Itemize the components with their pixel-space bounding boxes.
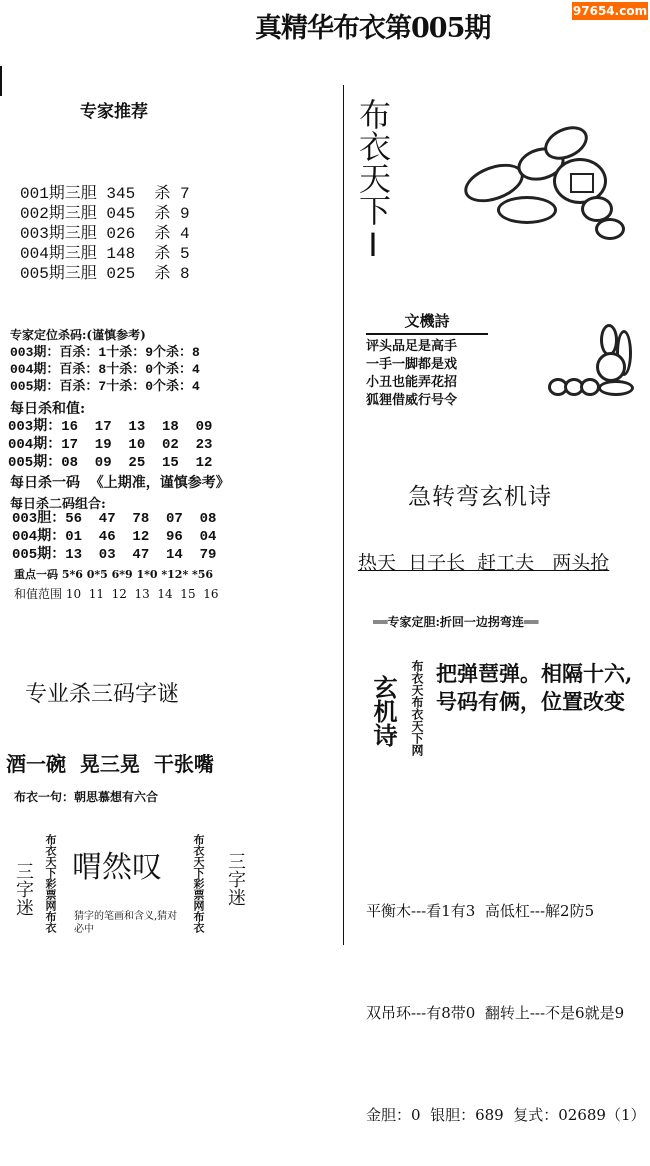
three-riddle-left: 三字迷 bbox=[13, 862, 34, 916]
expert-line-text: 专家定胆:折回一边拐弯连 bbox=[387, 615, 524, 629]
three-riddle-right: 三字迷 bbox=[225, 852, 246, 906]
poem-line: 狐狸借威行号令 bbox=[366, 393, 458, 408]
riddle-line: 酒一碗 晃三晃 干张嘴 bbox=[6, 752, 214, 776]
sum-kill-row: 003期：16 17 13 18 09 bbox=[8, 419, 213, 435]
coin-icon bbox=[497, 196, 557, 224]
center-riddle-hint: 猜字的笔画和含义,猜对必中 bbox=[74, 911, 178, 935]
riddle-title: 专业杀三码字谜 bbox=[25, 682, 180, 707]
sum-range-line: 和值范围 10 11 12 13 14 15 16 bbox=[14, 587, 219, 601]
kill-two-title: 每日杀二码组合: bbox=[10, 497, 106, 512]
kill-two-row: 004期：01 46 12 96 04 bbox=[12, 529, 217, 545]
poem-block bbox=[366, 310, 488, 410]
bottom-row: 金胆：0 银胆：689 复式：02689（1） bbox=[366, 1106, 646, 1124]
pick-row: 003期三胆 026 杀 4 bbox=[20, 225, 190, 243]
rule-left: ══ bbox=[373, 615, 388, 629]
sum-kill-row: 005期：08 09 25 15 12 bbox=[8, 455, 213, 471]
xuanji-line: 号码有俩，位置改变 bbox=[436, 689, 625, 714]
pick-row: 002期三胆 045 杀 9 bbox=[20, 205, 190, 223]
kill-two-row: 005期：13 03 47 14 79 bbox=[12, 547, 217, 563]
poem-line: 评头品足是高手 bbox=[366, 339, 458, 354]
coin-icon bbox=[596, 352, 626, 382]
sum-kill-list bbox=[8, 418, 212, 472]
center-riddle: 喟然叹 bbox=[72, 850, 162, 885]
jizhuan-line: 热天 日子长 赶工夫 两头抢 bbox=[358, 552, 610, 574]
kill-two-list bbox=[12, 510, 216, 564]
pick-row: 004期三胆 148 杀 5 bbox=[20, 245, 190, 263]
left-edge-mark bbox=[0, 66, 2, 96]
column-divider bbox=[343, 85, 344, 945]
key-group-line: 重点一码 5*6 0*5 6*9 1*0 *12* *56 bbox=[14, 568, 214, 581]
expert-line bbox=[373, 613, 538, 630]
position-kill-row: 005期：百杀：7十杀：0个杀：4 bbox=[10, 379, 200, 394]
jizhuan-title: 急转弯玄机诗 bbox=[408, 484, 552, 510]
kill-one-line: 每日杀一码 《上期准，谨慎参考》 bbox=[10, 475, 230, 491]
expert-picks-title: 专家推荐 bbox=[80, 102, 148, 122]
sum-kill-row: 004期：17 19 10 02 23 bbox=[8, 437, 213, 453]
figure-illustration bbox=[548, 322, 633, 397]
picks-list bbox=[20, 184, 190, 284]
coin-icon bbox=[580, 378, 600, 396]
xuanji-vertical: 布衣天布衣天下网 bbox=[410, 660, 424, 756]
xuanji-line: 把弹琶弹。相隔十六, bbox=[436, 661, 633, 686]
position-kill-row: 003期：百杀：1十杀：9个杀：8 bbox=[10, 345, 200, 360]
poem-line: 一手一脚都是戏 bbox=[366, 357, 458, 372]
kill-two-row: 003胆：56 47 78 07 08 bbox=[12, 511, 217, 527]
position-kill-list bbox=[10, 344, 200, 395]
position-kill-row: 004期：百杀：8十杀：0个杀：4 bbox=[10, 362, 200, 377]
page-title: 真精华布衣第005期 bbox=[255, 13, 491, 44]
poem-line: 小丑也能弄花招 bbox=[366, 375, 458, 390]
xuanji-label: 玄机诗 bbox=[369, 675, 398, 747]
buyi-saying: 布衣一句：朝思慕想有六合 bbox=[14, 790, 159, 804]
coin-icon bbox=[595, 218, 625, 240]
site-watermark: 97654.com bbox=[572, 4, 648, 18]
coins-illustration bbox=[455, 118, 625, 248]
bottom-row: 平衡木---看1有3 高低杠---解2防5 bbox=[366, 902, 595, 920]
bottom-info bbox=[366, 826, 646, 1166]
rule-right: ══ bbox=[523, 615, 539, 629]
vertical-site-right: 布衣天下彩票网布衣 bbox=[192, 834, 205, 933]
poem-title: 文機詩 bbox=[366, 310, 488, 335]
pick-row: 005期三胆 025 杀 8 bbox=[20, 265, 190, 283]
buyi-vertical-title: 布衣天下I bbox=[354, 98, 392, 264]
vertical-site-left: 布衣天下彩票网布衣 bbox=[44, 834, 57, 933]
sum-kill-title: 每日杀和值: bbox=[10, 401, 86, 417]
pick-row: 001期三胆 345 杀 7 bbox=[20, 185, 190, 203]
position-kill-title: 专家定位杀码:(谨慎参考) bbox=[10, 328, 146, 342]
poem-lines bbox=[366, 338, 488, 410]
xuanji-text bbox=[436, 660, 632, 716]
coin-icon bbox=[598, 380, 634, 396]
bottom-row: 双吊环---有8带0 翻转上---不是6就是9 bbox=[366, 1004, 625, 1022]
